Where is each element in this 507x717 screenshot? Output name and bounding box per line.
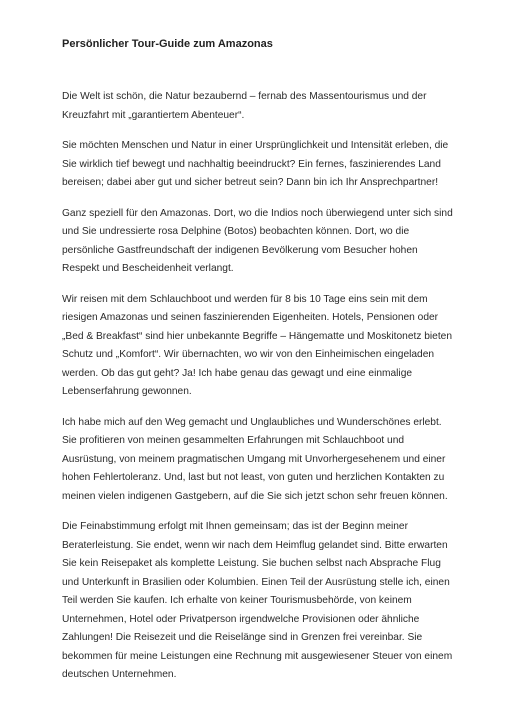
paragraph-amazon: Ganz speziell für den Amazonas. Dort, wo die Indios noch überwiegend unter sich sind und Sie undressierte rosa Delphine (Botos) beobachten können. Dort, wo die persönliche Gastfreundschaft der indigenen Bevölkerung vom Besucher hohen Respekt und Bescheidenheit verlangt. xyxy=(62,207,453,274)
paragraph-intro: Die Welt ist schön, die Natur bezaubernd – fernab des Massentourismus und der Kreuzfahrt mit „garantiertem Abenteuer“. xyxy=(62,91,427,121)
paragraph-travel: Wir reisen mit dem Schlauchboot und werden für 8 bis 10 Tage eins sein mit dem riesigen Amazonas und seinen faszinierenden Eigenheiten. Hotels, Pensionen oder „Bed & Breakfast“ sind hier unbekannte Begriffe – Hängematte und Moskitonetz bieten Schutz und „Komfort“. Wir übernachten, wo wir von den Einheimischen eingeladen werden. Ob das gut geht? Ja! Ich habe genau das gewagt und eine einmalige Lebenserfahrung gewonnen. xyxy=(62,293,452,397)
document-title: Persönlicher Tour-Guide zum Amazonas xyxy=(62,38,273,50)
document-body xyxy=(62,88,454,697)
paragraph-benefits: Ich habe mich auf den Weg gemacht und Unglaubliches und Wunderschönes erlebt. Sie profitieren von meinen gesammelten Erfahrungen mit Schlauchboot und Ausrüstung, von meinem pragmatischen Umgang mit Unvorhergesehenem und einer hohen Fehlertoleranz. Und, last but not least, von guten und herzlichen Kontakten zu meinen vielen indigenen Gastgebern, auf die Sie sich jetzt schon sehr freuen können. xyxy=(62,416,448,502)
paragraph-experience: Sie möchten Menschen und Natur in einer Ursprünglichkeit und Intensität erleben, die Sie wirklich tief bewegt und nachhaltig beeindruckt? Ein fernes, faszinierendes Land bereisen; dabei aber gut und sicher betreut sein? Dann bin ich Ihr Ansprechpartner! xyxy=(62,140,449,188)
paragraph-service: Die Feinabstimmung erfolgt mit Ihnen gemeinsam; das ist der Beginn meiner Beraterleistung. Sie endet, wenn wir nach dem Heimflug gelandet sind. Bitte erwarten Sie kein Reisepaket als komplette Leistung. Sie buchen selbst nach Absprache Flug und Unterkunft in Brasilien oder Kolumbien. Einen Teil der Ausrüstung stelle ich, einen Teil werden Sie kaufen. Ich erhalte von keiner Tourismusbehörde, von keinem Unternehmen, Hotel oder Privatperson irgendwelche Provisionen oder ähnliche Zahlungen! Die Reisezeit und die Reiselänge sind in Grenzen frei vereinbar. Sie bekommen für meine Leistungen eine Rechnung mit ausgewiesener Steuer von einem deutschen Unternehmen. xyxy=(62,521,453,680)
